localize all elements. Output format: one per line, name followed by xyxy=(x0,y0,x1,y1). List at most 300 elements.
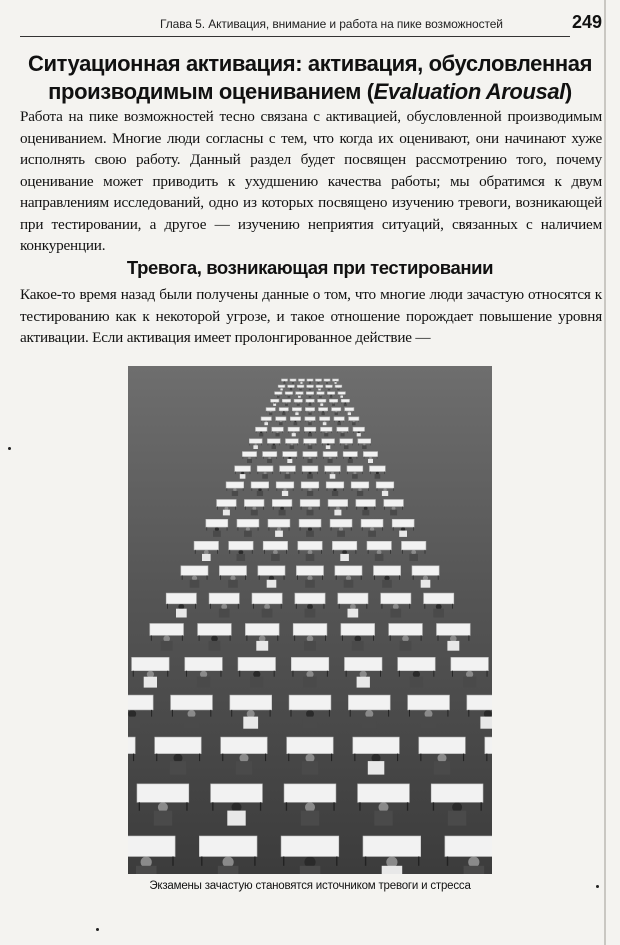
desk xyxy=(431,784,483,802)
desk xyxy=(230,695,272,710)
desk xyxy=(185,657,223,670)
student-head xyxy=(331,472,334,475)
student-body xyxy=(335,412,338,415)
desk-leg xyxy=(288,754,289,762)
student-body xyxy=(272,445,277,449)
desk xyxy=(335,385,342,387)
student-body xyxy=(309,396,312,398)
desk xyxy=(345,657,383,670)
student-body xyxy=(348,609,359,618)
desk-leg xyxy=(263,507,264,510)
desk xyxy=(341,399,349,402)
desk-leg xyxy=(409,710,410,717)
student-body xyxy=(317,382,319,384)
student-body xyxy=(433,609,444,618)
student-body xyxy=(400,641,412,651)
student-body xyxy=(409,554,418,561)
desk xyxy=(361,519,383,527)
desk-leg xyxy=(486,754,487,762)
desk-leg xyxy=(151,635,152,640)
desk-leg xyxy=(413,575,414,579)
student-body xyxy=(374,811,392,826)
desk xyxy=(316,385,323,387)
desk xyxy=(299,519,321,527)
desk xyxy=(237,519,259,527)
student-body xyxy=(320,404,323,406)
desk-leg xyxy=(210,604,211,609)
student-body xyxy=(324,433,328,436)
student-body xyxy=(275,531,283,537)
desk-leg xyxy=(382,527,383,531)
header-rule xyxy=(20,36,570,37)
student-body xyxy=(184,717,199,729)
desk-leg xyxy=(151,710,152,717)
desk-leg xyxy=(239,671,240,677)
student-body xyxy=(190,580,200,588)
student-body xyxy=(368,459,373,463)
student-body xyxy=(318,389,320,391)
desk xyxy=(171,695,213,710)
student-body xyxy=(308,459,313,463)
student-body xyxy=(251,510,258,516)
student-body xyxy=(128,717,140,729)
desk xyxy=(286,439,299,444)
desk-leg xyxy=(350,710,351,717)
desk xyxy=(320,417,330,421)
desk-leg xyxy=(347,507,348,510)
student-body xyxy=(326,445,331,449)
desk xyxy=(281,836,339,857)
desk xyxy=(353,427,365,431)
desk-leg xyxy=(230,635,231,640)
desk xyxy=(367,541,391,550)
section-heading-term: Evaluation Arousal xyxy=(373,79,565,104)
student-body xyxy=(352,422,356,425)
student-body xyxy=(308,422,312,425)
desk-leg xyxy=(167,671,168,677)
desk-leg xyxy=(289,527,290,531)
student-body xyxy=(447,641,459,651)
desk xyxy=(408,695,450,710)
desk-leg xyxy=(421,635,422,640)
desk xyxy=(276,417,286,421)
desk-leg xyxy=(283,857,284,866)
desk-leg xyxy=(300,527,301,531)
desk-leg xyxy=(220,575,221,579)
desk xyxy=(235,466,251,472)
student-body xyxy=(330,396,333,398)
desk-leg xyxy=(294,635,295,640)
desk xyxy=(333,379,339,381)
student-body xyxy=(323,422,327,425)
desk xyxy=(288,427,300,431)
desk-leg xyxy=(264,550,265,554)
desk-leg xyxy=(172,857,173,866)
student-body xyxy=(464,866,485,874)
desk xyxy=(358,784,410,802)
desk-leg xyxy=(245,575,246,579)
desk-leg xyxy=(452,604,453,609)
desk xyxy=(302,466,318,472)
student-head xyxy=(309,472,312,475)
desk-leg xyxy=(286,550,287,554)
student-body xyxy=(303,677,316,688)
desk-leg xyxy=(245,507,246,510)
desk xyxy=(351,482,369,488)
desk-leg xyxy=(425,550,426,554)
desk-leg xyxy=(346,671,347,677)
desk-leg xyxy=(452,671,453,677)
student-body xyxy=(306,554,315,561)
desk-leg xyxy=(438,635,439,640)
student-body xyxy=(344,445,349,449)
student-body xyxy=(399,531,407,537)
desk-leg xyxy=(354,754,355,762)
student-body xyxy=(344,580,354,588)
desk-leg xyxy=(388,710,389,717)
desk xyxy=(381,593,411,604)
desk xyxy=(303,452,317,457)
desk xyxy=(271,399,279,402)
desk-leg xyxy=(397,754,398,762)
student-body xyxy=(344,404,347,406)
desk xyxy=(295,593,325,604)
desk-leg xyxy=(468,710,469,717)
student-body xyxy=(368,531,376,537)
desk xyxy=(298,541,322,550)
desk xyxy=(467,695,492,710)
desk-leg xyxy=(393,527,394,531)
student-body xyxy=(256,641,268,651)
desk xyxy=(296,392,303,395)
desk-leg xyxy=(210,710,211,717)
desk-leg xyxy=(463,754,464,762)
desk-leg xyxy=(293,671,294,677)
student-body xyxy=(309,389,311,391)
student-body xyxy=(300,382,302,384)
desk-leg xyxy=(247,635,248,640)
student-body xyxy=(290,389,292,391)
desk-leg xyxy=(286,802,287,810)
student-body xyxy=(282,491,288,496)
desk xyxy=(217,500,237,507)
desk xyxy=(398,657,436,670)
student-body xyxy=(292,433,296,436)
student-body xyxy=(463,677,476,688)
student-body xyxy=(299,389,301,391)
student-body xyxy=(161,641,173,651)
chapter-title: Глава 5. Активация, внимание и работа на пике возможностей xyxy=(160,17,503,31)
desk-leg xyxy=(296,604,297,609)
student-body xyxy=(357,433,361,436)
desk-leg xyxy=(238,604,239,609)
student-body xyxy=(357,491,363,496)
student-body xyxy=(154,811,172,826)
desk xyxy=(166,593,196,604)
desk-leg xyxy=(259,575,260,579)
desk xyxy=(132,657,170,670)
desk xyxy=(485,737,492,754)
desk xyxy=(268,519,290,527)
desk xyxy=(445,836,492,857)
desk-leg xyxy=(357,507,358,510)
desk xyxy=(279,408,288,411)
student-body xyxy=(228,580,238,588)
desk xyxy=(332,541,356,550)
desk xyxy=(261,417,271,421)
student-body xyxy=(322,412,325,415)
student-body xyxy=(306,531,314,537)
student-body xyxy=(340,554,349,561)
student-body xyxy=(197,677,210,688)
speck xyxy=(8,447,11,450)
desk-leg xyxy=(254,857,255,866)
desk-leg xyxy=(375,507,376,510)
desk xyxy=(304,427,316,431)
student-body xyxy=(283,382,285,384)
desk-leg xyxy=(222,754,223,762)
desk xyxy=(181,566,208,576)
desk xyxy=(238,657,276,670)
desk xyxy=(252,593,282,604)
student-body xyxy=(244,531,252,537)
student-body xyxy=(144,677,157,688)
student-body xyxy=(288,396,291,398)
desk xyxy=(340,439,353,444)
desk-leg xyxy=(373,635,374,640)
desk-leg xyxy=(252,550,253,554)
desk xyxy=(305,408,314,411)
desk xyxy=(332,408,341,411)
desk-leg xyxy=(195,604,196,609)
desk-leg xyxy=(217,507,218,510)
desk-leg xyxy=(361,575,362,579)
desk xyxy=(266,408,275,411)
desk-leg xyxy=(270,710,271,717)
desk-leg xyxy=(356,550,357,554)
desk xyxy=(343,452,357,457)
desk xyxy=(251,482,269,488)
student-body xyxy=(223,510,230,516)
student-body xyxy=(335,382,337,384)
student-body xyxy=(352,641,364,651)
desk xyxy=(296,566,323,576)
student-body xyxy=(279,510,286,516)
desk xyxy=(306,399,314,402)
desk-leg xyxy=(333,802,334,810)
student-body xyxy=(421,580,431,588)
desk-leg xyxy=(409,604,410,609)
student-body xyxy=(285,404,288,406)
desk xyxy=(412,566,439,576)
desk-leg xyxy=(231,710,232,717)
desk-leg xyxy=(342,635,343,640)
desk xyxy=(276,482,294,488)
student-body xyxy=(375,474,381,479)
student-body xyxy=(240,474,246,479)
subsection-heading: Тревога, возникающая при тестировании xyxy=(126,257,494,278)
desk-leg xyxy=(212,802,213,810)
desk-leg xyxy=(156,754,157,762)
student-body xyxy=(375,554,384,561)
student-body xyxy=(382,580,392,588)
student-body xyxy=(304,641,316,651)
desk xyxy=(326,482,344,488)
desk xyxy=(292,408,301,411)
desk xyxy=(402,541,426,550)
student-body xyxy=(298,396,301,398)
desk xyxy=(128,836,175,857)
desk-leg xyxy=(182,575,183,579)
student-body xyxy=(276,433,280,436)
student-body xyxy=(227,811,245,826)
desk xyxy=(424,593,454,604)
student-body xyxy=(250,677,263,688)
page-edge-shadow xyxy=(604,0,606,945)
desk xyxy=(324,379,330,381)
desk-leg xyxy=(291,710,292,717)
desk-leg xyxy=(139,802,140,810)
student-body xyxy=(448,811,466,826)
student-head xyxy=(376,472,379,475)
student-body xyxy=(305,609,316,618)
student-body xyxy=(300,866,321,874)
desk-leg xyxy=(447,710,448,717)
student-body xyxy=(307,510,314,516)
desk xyxy=(150,624,184,636)
student-head xyxy=(286,472,289,475)
student-body xyxy=(309,404,312,406)
desk xyxy=(294,399,302,402)
student-body xyxy=(262,609,273,618)
desk xyxy=(284,784,336,802)
desk xyxy=(307,379,313,381)
desk-leg xyxy=(195,550,196,554)
student-body xyxy=(421,717,436,729)
student-body xyxy=(282,412,285,415)
desk xyxy=(267,439,280,444)
desk xyxy=(290,379,296,381)
desk xyxy=(290,417,300,421)
student-body xyxy=(295,412,298,415)
desk-leg xyxy=(207,575,208,579)
student-body xyxy=(294,422,298,425)
speck xyxy=(96,928,99,931)
desk-leg xyxy=(207,527,208,531)
desk-leg xyxy=(359,802,360,810)
desk-leg xyxy=(238,527,239,531)
student-body xyxy=(236,761,253,775)
desk xyxy=(288,385,295,387)
desk xyxy=(337,427,349,431)
exam-hall-photo xyxy=(128,366,492,874)
desk-leg xyxy=(284,575,285,579)
student-body xyxy=(362,717,377,729)
desk xyxy=(338,392,345,395)
desk xyxy=(376,482,394,488)
student-body xyxy=(309,382,311,384)
student-body xyxy=(434,761,451,775)
desk xyxy=(244,500,264,507)
student-body xyxy=(308,445,313,449)
desk xyxy=(349,417,359,421)
student-body xyxy=(264,422,268,425)
desk xyxy=(206,519,228,527)
desk-leg xyxy=(418,857,419,866)
student-body xyxy=(176,609,187,618)
student-head xyxy=(241,472,244,475)
desk-leg xyxy=(331,754,332,762)
desk xyxy=(275,392,282,395)
desk-leg xyxy=(265,754,266,762)
desk-leg xyxy=(324,604,325,609)
desk xyxy=(301,482,319,488)
desk xyxy=(242,452,256,457)
student-body xyxy=(362,510,369,516)
desk-leg xyxy=(374,575,375,579)
desk xyxy=(245,624,279,636)
desk xyxy=(330,519,352,527)
desk-leg xyxy=(481,802,482,810)
desk xyxy=(307,385,314,387)
section-heading-end: ) xyxy=(564,79,572,104)
desk xyxy=(318,399,326,402)
student-body xyxy=(337,389,339,391)
student-body xyxy=(308,412,311,415)
desk-leg xyxy=(299,550,300,554)
student-body xyxy=(340,396,343,398)
student-body xyxy=(247,459,252,463)
student-body xyxy=(328,459,333,463)
desk xyxy=(258,566,285,576)
desk xyxy=(328,500,348,507)
student-body xyxy=(303,717,318,729)
desk-leg xyxy=(201,857,202,866)
student-body xyxy=(410,677,423,688)
desk-leg xyxy=(297,575,298,579)
desk-leg xyxy=(133,754,134,762)
student-body xyxy=(348,412,351,415)
desk-leg xyxy=(407,802,408,810)
desk-leg xyxy=(469,635,470,640)
desk-leg xyxy=(221,671,222,677)
desk xyxy=(219,566,246,576)
student-body xyxy=(290,445,295,449)
student-body xyxy=(307,491,313,496)
desk-leg xyxy=(390,635,391,640)
desk xyxy=(347,466,363,472)
desk-leg xyxy=(230,550,231,554)
desk-leg xyxy=(331,527,332,531)
section-heading-main: Ситуационная активация: активация, обусловленная производимым оцениванием ( xyxy=(27,51,592,104)
desk-leg xyxy=(402,550,403,554)
student-body xyxy=(302,761,319,775)
student-head xyxy=(353,472,356,475)
desk-leg xyxy=(199,635,200,640)
desk-leg xyxy=(172,710,173,717)
desk-leg xyxy=(182,635,183,640)
desk-leg xyxy=(365,857,366,866)
student-body xyxy=(357,677,370,688)
student-body xyxy=(319,396,322,398)
student-body xyxy=(348,459,353,463)
student-body xyxy=(330,474,336,479)
desk xyxy=(283,452,297,457)
desk xyxy=(345,408,354,411)
desk xyxy=(370,466,386,472)
student-body xyxy=(170,761,187,775)
desk xyxy=(263,541,287,550)
